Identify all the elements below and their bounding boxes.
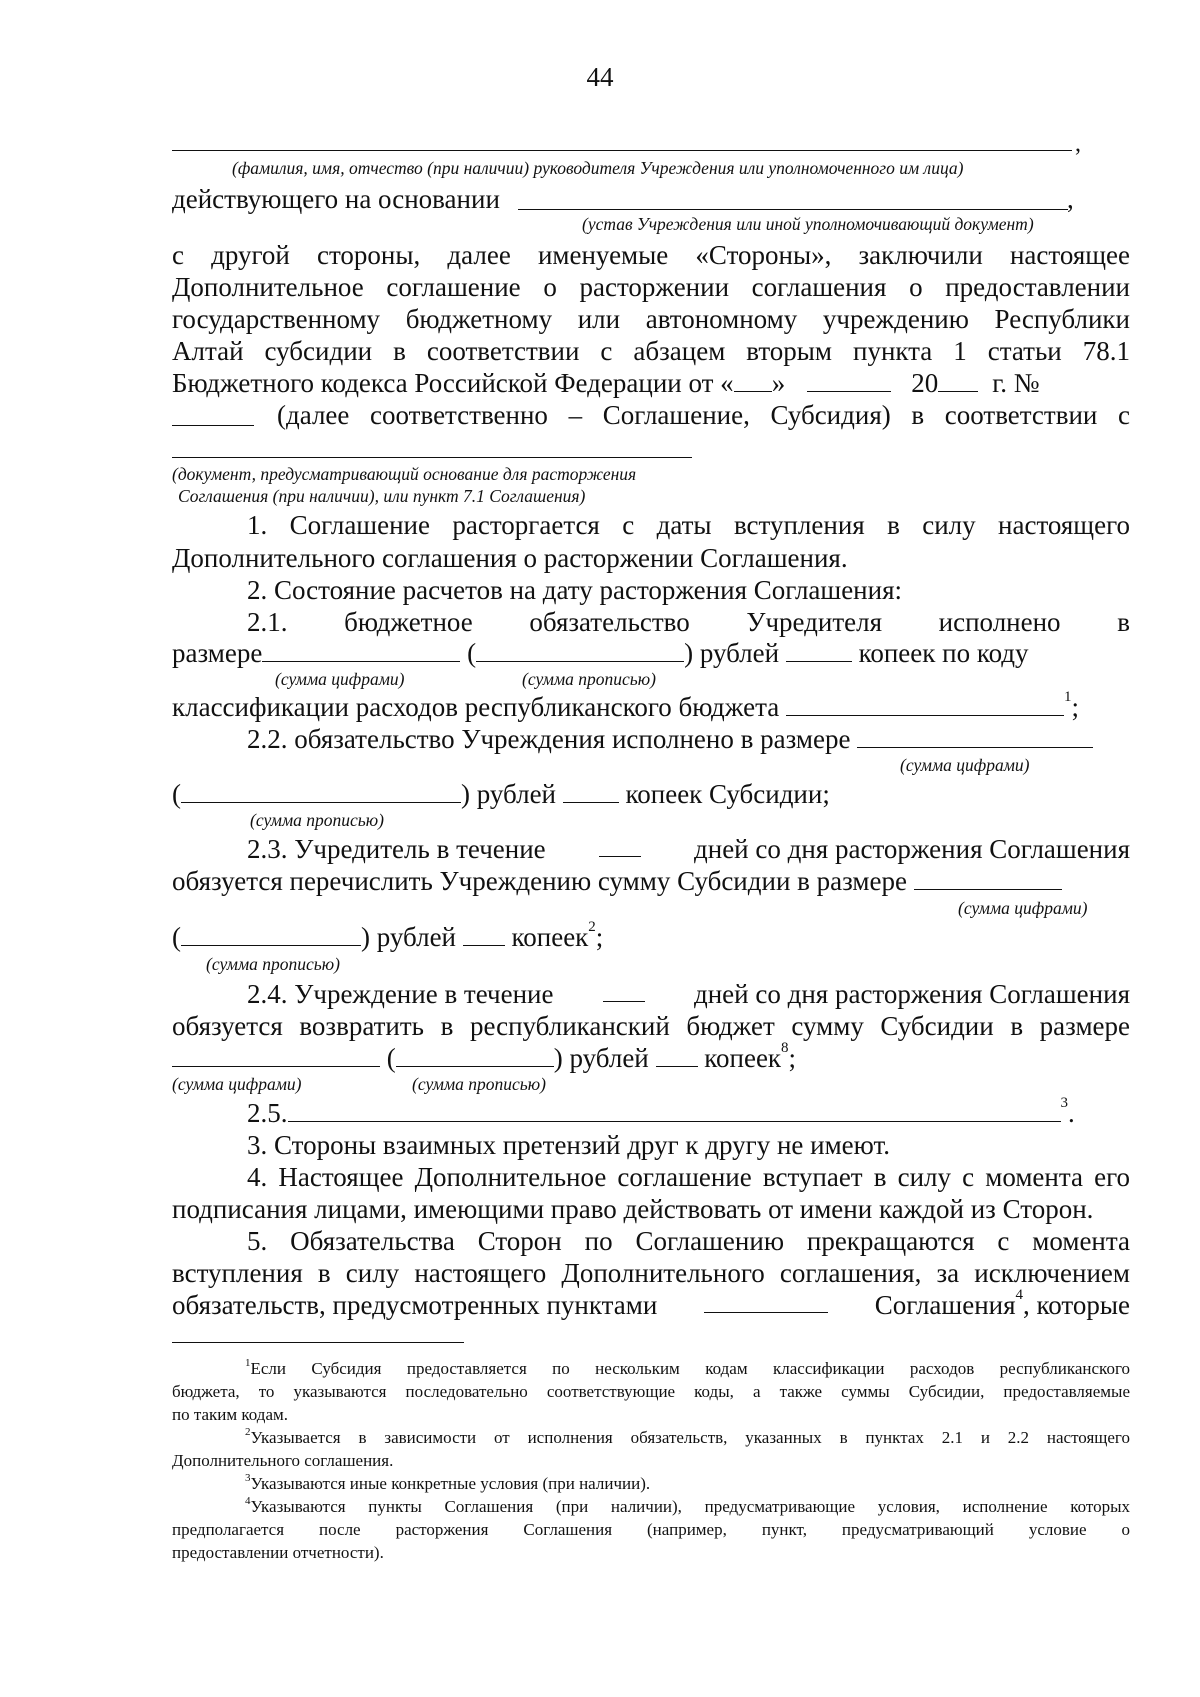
word: исполнено xyxy=(938,607,1061,637)
rub-label: рублей xyxy=(376,922,457,952)
item5-text-a: обязательств, предусмотренных пунктами xyxy=(172,1290,658,1320)
item2-4-amount-line: ( ) рублей копеек$^8$; xyxy=(172,1045,796,1072)
item1-line: Дополнительного соглашения о расторжении Соглашения. xyxy=(172,543,848,573)
rub-label: рублей xyxy=(699,638,780,668)
kop-blank xyxy=(786,641,852,662)
item2-1-amount-line: размере ( ) рублей копеек по коду xyxy=(172,638,1029,668)
word: бюджетное xyxy=(344,607,473,637)
amount-digits-blank xyxy=(857,727,1093,748)
year-prefix: 20 xyxy=(911,368,939,398)
item2-4-line xyxy=(247,981,1130,1008)
fn2-text-a xyxy=(245,1428,1130,1447)
acting-basis-label: действующего на основании xyxy=(172,184,500,214)
fn2-text: Указывается в зависимости от исполнения обязательств, указанных в пунктах 2.1 и 2.2 настоящего xyxy=(250,1428,1130,1447)
footnote-4-line xyxy=(245,1495,1130,1516)
basis-caption: (устав Учреждения или иной уполномочивающий документ) xyxy=(582,214,1034,234)
fio-comma: , xyxy=(1075,131,1081,157)
page-number: 44 xyxy=(586,62,614,92)
code-blank xyxy=(786,695,1064,716)
amount-digits-blank xyxy=(914,869,1062,890)
month-blank xyxy=(807,371,891,392)
classification-label: классификации расходов республиканского бюджета xyxy=(172,692,780,722)
fn4-text-a xyxy=(245,1497,1130,1516)
fn3-text: Указываются иные конкретные условия (при наличии). xyxy=(250,1474,651,1493)
intro-line: Алтай субсидии в соответствии с абзацем вторым пункта 1 статьи 78.1 xyxy=(172,336,1130,366)
item2-4-line2: обязуется возвратить в республиканский бюджет сумму Субсидии в размере xyxy=(172,1011,1130,1041)
item2-3-words-line: ( ) рублей копеек$^2$; xyxy=(172,919,604,952)
item2-2-line xyxy=(247,726,1093,753)
quote-close: » xyxy=(771,368,786,398)
kop-blank xyxy=(656,1046,698,1067)
caption-words: (сумма прописью) xyxy=(250,810,384,830)
rub-label: рублей xyxy=(476,779,557,809)
intro-line: Дополнительное соглашение о расторжении соглашения о предоставлении xyxy=(172,272,1130,302)
item2-2-words-line: ( ) рублей копеек Субсидии; xyxy=(172,779,830,809)
item2-4-text-a: 2.4. Учреждение в течение xyxy=(247,979,554,1009)
footnote-1-line: бюджета, то указываются последовательно соответствующие коды, а также суммы Субсидии, предоставляемые xyxy=(172,1382,1130,1401)
footnote-4-line: предполагается после расторжения Соглашения (например, пункт, предусматривающий условие о xyxy=(172,1520,1130,1539)
caption-digits: (сумма цифрами) xyxy=(172,1074,302,1094)
item2-5-label: 2.5. xyxy=(247,1098,288,1128)
item5-text-b: Соглашения xyxy=(874,1290,1016,1320)
item2-heading: 2. Состояние расчетов на дату расторжения Соглашения: xyxy=(247,575,903,605)
caption-words: (сумма прописью) xyxy=(522,669,656,689)
item2-3-text-c: обязуется перечислить Учреждению сумму Субсидии в размере xyxy=(172,866,907,896)
item5-text-b-wrap xyxy=(874,1287,1130,1320)
footnote-mark: 2 xyxy=(245,1426,251,1438)
item2-4-text-b: дней со дня расторжения Соглашения xyxy=(694,979,1130,1009)
footnote-1-line xyxy=(245,1357,1130,1378)
item2-5-line: 2.5. $^3$. xyxy=(247,1095,1075,1128)
footnote-mark: 4 xyxy=(245,1495,251,1507)
fio-blank-line xyxy=(172,150,1072,151)
conditions-blank xyxy=(288,1101,1061,1122)
item2-2-text: 2.2. обязательство Учреждения исполнено в размере xyxy=(247,724,851,754)
word: Учредителя xyxy=(746,607,883,637)
footnote-separator xyxy=(172,1342,464,1343)
intro-date-line xyxy=(172,370,1039,397)
footnote-ref: 4 xyxy=(1015,1287,1024,1303)
kop-label: копеек xyxy=(511,922,589,952)
kop-blank xyxy=(463,925,505,946)
basis-blank-line xyxy=(518,209,1068,210)
word: в xyxy=(1117,607,1130,637)
caption-digits: (сумма цифрами) xyxy=(958,898,1088,918)
item2-3-text-a: 2.3. Учредитель в течение xyxy=(247,834,546,864)
item2-3-line xyxy=(247,836,1130,863)
footnote-ref: 8 xyxy=(781,1040,789,1056)
size-label: размере xyxy=(172,638,263,668)
amount-words-blank xyxy=(476,641,684,662)
document-blank-line xyxy=(172,457,692,458)
amount-digits-blank xyxy=(172,1046,380,1067)
footnote-ref: 1 xyxy=(1063,689,1072,705)
kop-label: копеек Субсидии; xyxy=(625,779,830,809)
item2-3-line2 xyxy=(172,868,1062,895)
word: обязательство xyxy=(529,607,690,637)
footnote-mark: 1 xyxy=(245,1357,251,1369)
item2-3-text-b: дней со дня расторжения Соглашения xyxy=(694,834,1130,864)
footnote-3-line xyxy=(245,1472,651,1493)
caption-digits: (сумма цифрами) xyxy=(275,669,405,689)
kop-blank xyxy=(563,782,619,803)
footnote-4-line: предоставлении отчетности). xyxy=(172,1543,384,1562)
footnote-ref: 3 xyxy=(1060,1095,1068,1111)
fn1-text-a xyxy=(245,1359,1130,1378)
year-blank xyxy=(938,371,978,392)
number-blank-line xyxy=(172,425,254,426)
item5-line: вступления в силу настоящего Дополнительного соглашения, за исключением xyxy=(172,1258,1130,1288)
footnote-2-line: Дополнительного соглашения. xyxy=(172,1451,394,1470)
days-blank xyxy=(599,836,641,857)
footnote-mark: 3 xyxy=(245,1472,251,1484)
days-blank xyxy=(603,981,645,1002)
intro-date-text: Бюджетного кодекса Российской Федерации от « xyxy=(172,368,734,398)
item4-line: 4. Настоящее Дополнительное соглашение вступает в силу с момента его xyxy=(247,1162,1130,1192)
kop-code-label: копеек по коду xyxy=(858,638,1029,668)
classification-line: классификации расходов республиканского бюджета $^1$; xyxy=(172,689,1079,722)
footnote-1-line: по таким кодам. xyxy=(172,1405,289,1424)
year-suffix: г. № xyxy=(992,368,1040,398)
caption-digits: (сумма цифрами) xyxy=(900,755,1030,775)
document-caption: (документ, предусматривающий основание для расторжения xyxy=(172,464,637,484)
word: 2.1. xyxy=(247,607,288,637)
intro-last-line: (далее соответственно – Соглашение, Субсидия) в соответствии с xyxy=(277,400,1130,430)
item2-1-line xyxy=(247,609,1130,636)
points-blank xyxy=(704,1292,828,1313)
footnote-ref: 2 xyxy=(588,919,596,935)
fn4-text: Указываются пункты Соглашения (при наличии), предусматривающие условия, исполнение которых xyxy=(250,1497,1130,1516)
item3: 3. Стороны взаимных претензий друг к другу не имеют. xyxy=(247,1130,891,1160)
rub-label: рублей xyxy=(569,1043,649,1073)
day-blank xyxy=(734,371,772,392)
intro-line: с другой стороны, далее именуемые «Стороны», заключили настоящее xyxy=(172,240,1130,270)
item1-line: 1. Соглашение расторгается с даты вступления в силу настоящего xyxy=(247,510,1130,540)
item5-last-line xyxy=(172,1287,1130,1320)
caption-words: (сумма прописью) xyxy=(206,954,340,974)
basis-comma: , xyxy=(1067,184,1074,214)
item5-line: 5. Обязательства Сторон по Соглашению прекращаются с момента xyxy=(247,1226,1130,1256)
amount-words-blank xyxy=(181,925,361,946)
amount-words-blank xyxy=(396,1046,554,1067)
fn1-text: Если Субсидия предоставляется по нескольким кодам классификации расходов республиканского xyxy=(250,1359,1130,1378)
footnote-2-line xyxy=(245,1426,1130,1447)
kop-label: копеек xyxy=(704,1043,782,1073)
amount-words-blank xyxy=(181,782,461,803)
item4-line: подписания лицами, имеющими право действовать от имени каждой из Сторон. xyxy=(172,1194,1094,1224)
caption-words: (сумма прописью) xyxy=(412,1074,546,1094)
intro-line: государственному бюджетному или автономному учреждению Республики xyxy=(172,304,1130,334)
amount-digits-blank xyxy=(262,641,460,662)
document-caption: Соглашения (при наличии), или пункт 7.1 Соглашения) xyxy=(178,486,586,506)
fio-caption: (фамилия, имя, отчество (при наличии) руководителя Учреждения или уполномоченного им лица) xyxy=(232,158,964,178)
item5-text-c: , которые xyxy=(1023,1290,1130,1320)
